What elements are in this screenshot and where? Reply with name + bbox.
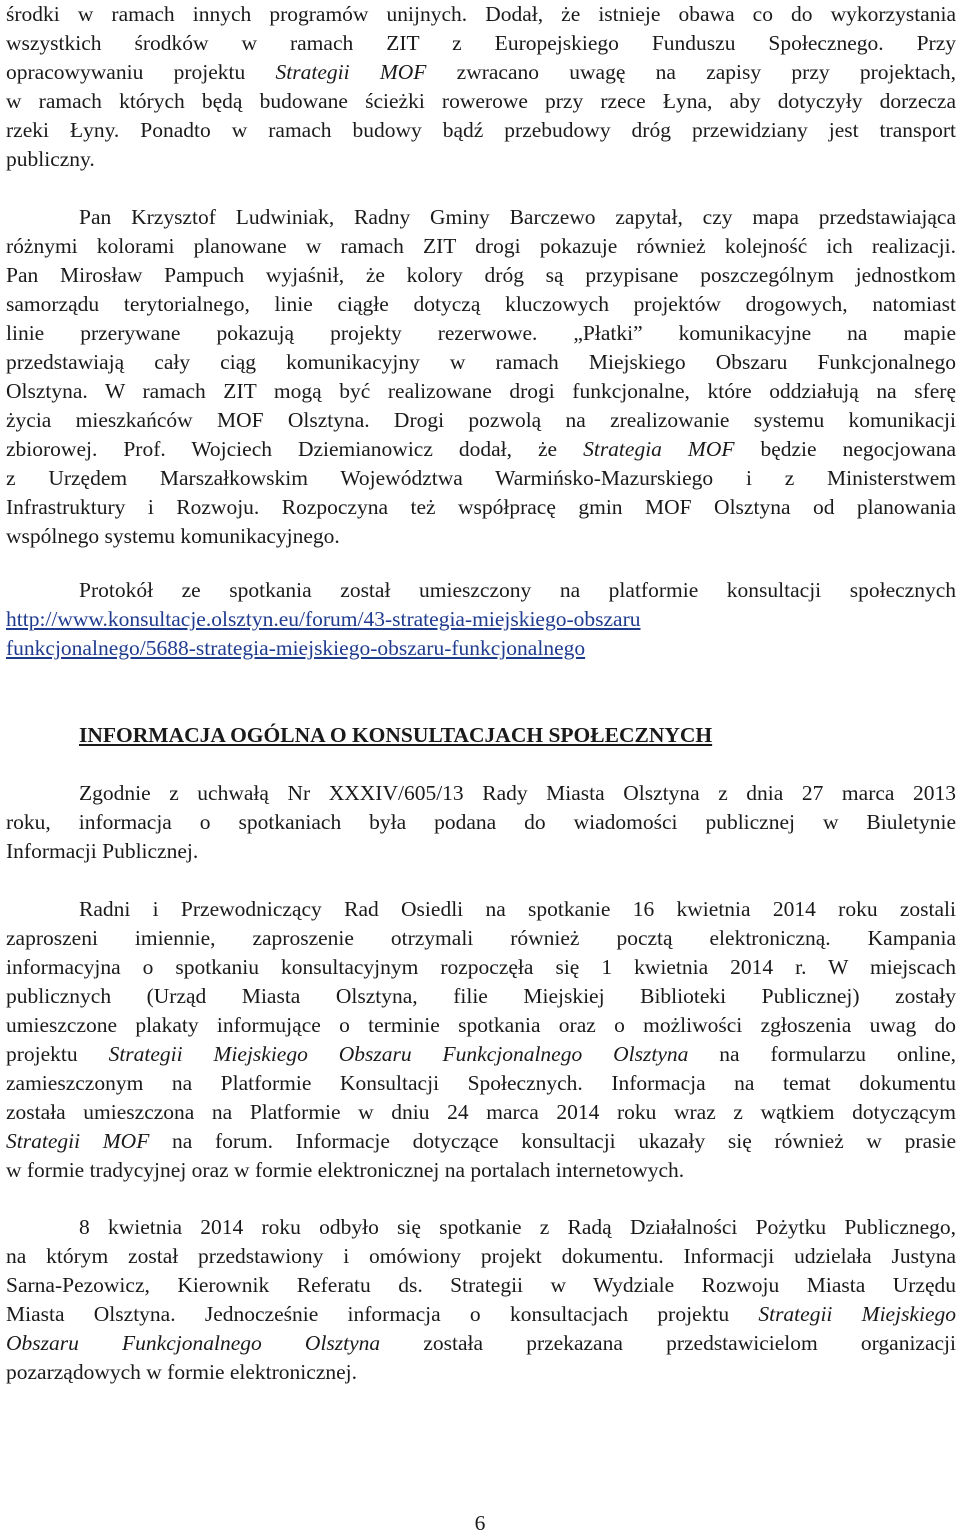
text-line: 8 kwietnia 2014 roku odbyło się spotkanie z Radą Działalności Pożytku Publicznego, [79,1215,956,1239]
text-line: wspólnego systemu komunikacyjnego. [6,524,340,548]
text-line: umieszczone plakaty informujące o terminie spotkania oraz o możliwości zgłoszenia uwag do [6,1013,956,1037]
text-line: publiczny. [6,147,95,171]
text-line: Informacji Publicznej. [6,839,199,863]
consultation-link[interactable]: http://www.konsultacje.olsztyn.eu/forum/43-strategia-miejskiego-obszaru [6,607,641,631]
text-line: Pan Mirosław Pampuch wyjaśnił, że kolory dróg są przypisane poszczególnym jednostkom [6,263,956,287]
text-line: została umieszczona na Platformie w dniu 24 marca 2014 roku wraz z wątkiem dotyczącym [6,1100,956,1124]
text-line: informacyjna o spotkaniu konsultacyjnym rozpoczęła się 1 kwietnia 2014 r. W miejscach [6,955,956,979]
text-line: opracowywaniu projektu Strategii MOF zwracano uwagę na zapisy przy projektach, [6,60,956,84]
text-line: linie przerywane pokazują projekty rezerwowe. „Płatki” komunikacyjne na mapie [6,321,956,345]
text-line: Pan Krzysztof Ludwiniak, Radny Gminy Barczewo zapytał, czy mapa przedstawiająca [79,205,956,229]
paragraph-5 [6,895,956,1185]
text-line: w ramach których będą budowane ścieżki rowerowe przy rzece Łyna, aby dotyczyły dorzecza [6,89,956,113]
text-line: Infrastruktury i Rozwoju. Rozpoczyna też współpracę gmin MOF Olsztyna od planowania [6,495,956,519]
text-line: na którym został przedstawiony i omówiony projekt dokumentu. Informacji udzielała Justyna [6,1244,956,1268]
text-line: roku, informacja o spotkaniach była podana do wiadomości publicznej w Biuletynie [6,810,956,834]
text-line: rzeki Łyny. Ponadto w ramach budowy bądź przebudowy dróg przewidziany jest transport [6,118,956,142]
paragraph-2 [6,203,956,551]
page-number: 6 [474,1511,486,1535]
text-line: środki w ramach innych programów unijnych. Dodał, że istnieje obawa co do wykorzystania [6,2,956,26]
text-line: samorządu terytorialnego, linie ciągłe dotyczą kluczowych projektów drogowych, natomiast [6,292,956,316]
text-line: w formie tradycyjnej oraz w formie elektronicznej na portalach internetowych. [6,1158,685,1182]
text-line: Protokół ze spotkania został umieszczony na platformie konsultacji społecznych [79,578,956,602]
consultation-link[interactable]: funkcjonalnego/5688-strategia-miejskiego-obszaru-funkcjonalnego [6,636,586,660]
text-line: życia mieszkańców MOF Olsztyna. Drogi pozwolą na zrealizowanie systemu komunikacji [6,408,956,432]
text-line: Sarna-Pezowicz, Kierownik Referatu ds. Strategii w Wydziale Rozwoju Miasta Urzędu [6,1273,956,1297]
text-line: z Urzędem Marszałkowskim Województwa Warmińsko-Mazurskiego i z Ministerstwem [6,466,956,490]
text-line: Strategii MOF na forum. Informacje dotyczące konsultacji ukazały się również w prasie [6,1129,956,1153]
text-line: wszystkich środków w ramach ZIT z Europejskiego Funduszu Społecznego. Przy [6,31,956,55]
text-line: różnymi kolorami planowane w ramach ZIT drogi pokazuje również kolejność ich realizacji. [6,234,956,258]
text-line: Olsztyna. W ramach ZIT mogą być realizowane drogi funkcjonalne, które oddziałują na sferę [6,379,956,403]
text-line: Obszaru Funkcjonalnego Olsztyna została przekazana przedstawicielom organizacji [6,1331,956,1355]
text-line: publicznych (Urząd Miasta Olsztyna, filie Miejskiej Biblioteki Publicznej) zostały [6,984,956,1008]
text-line: Radni i Przewodniczący Rad Osiedli na spotkanie 16 kwietnia 2014 roku zostali [79,897,956,921]
text-line: zamieszczonym na Platformie Konsultacji Społecznych. Informacja na temat dokumentu [6,1071,956,1095]
paragraph-4 [6,779,956,866]
section-heading: INFORMACJA OGÓLNA O KONSULTACJACH SPOŁECZNYCH [79,723,713,747]
text-line: zbiorowej. Prof. Wojciech Dziemianowicz dodał, że Strategia MOF będzie negocjowana [6,437,956,461]
text-line: pozarządowych w formie elektronicznej. [6,1360,358,1384]
text-line: Miasta Olsztyna. Jednocześnie informacja o konsultacjach projektu Strategii Miejskiego [6,1302,956,1326]
text-line: Zgodnie z uchwałą Nr XXXIV/605/13 Rady Miasta Olsztyna z dnia 27 marca 2013 [79,781,956,805]
paragraph-6 [6,1213,956,1387]
paragraph-3 [6,576,956,663]
paragraph-1 [6,0,956,174]
text-line: zaproszeni imiennie, zaproszenie otrzymali również pocztą elektroniczną. Kampania [6,926,956,950]
text-line: projektu Strategii Miejskiego Obszaru Funkcjonalnego Olsztyna na formularzu online, [6,1042,957,1066]
text-line: przedstawiają cały ciąg komunikacyjny w ramach Miejskiego Obszaru Funkcjonalnego [6,350,956,374]
